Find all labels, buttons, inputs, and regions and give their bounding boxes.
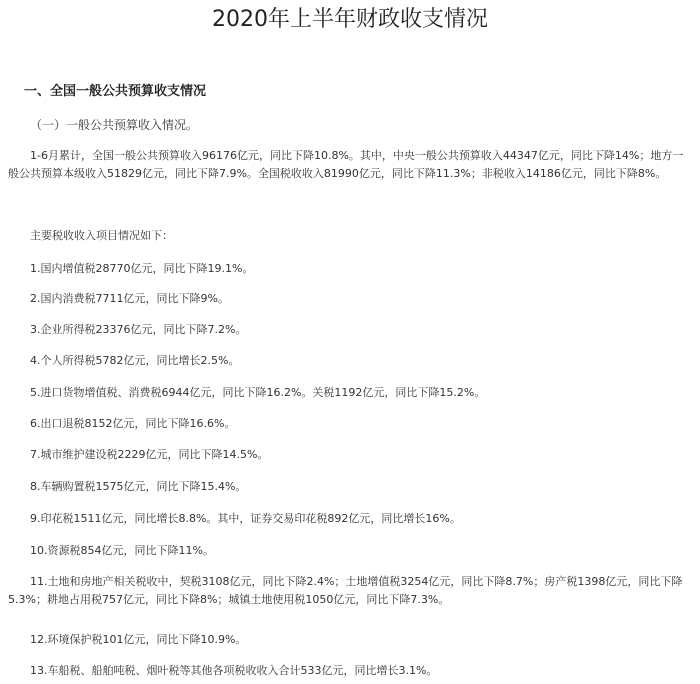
subsection-heading: （一）一般公共预算收入情况。 (30, 118, 199, 132)
article-title: 2020年上半年财政收支情况 (212, 7, 488, 32)
tax-item-corporate-income: 3.企业所得税23376亿元，同比下降7.2%。 (30, 323, 247, 336)
tax-item-environmental: 12.环境保护税101亿元，同比下降10.9%。 (30, 633, 247, 646)
tax-item-land-real-estate: 11.土地和房地产相关税收中，契税3108亿元，同比下降2.4%；土地增值税3254亿元，同比下降8.7%；房产税1398亿元，同比下降5.3%；耕地占用税757亿元，同比下降8%；城镇土地使用税1050亿元，同比下降7.3%。 (8, 575, 683, 606)
tax-item-domestic-consumption: 2.国内消费税7711亿元，同比下降9%。 (30, 292, 229, 305)
tax-item-vehicle-purchase: 8.车辆购置税1575亿元，同比下降15.4%。 (30, 480, 247, 493)
tax-item-urban-maintenance: 7.城市维护建设税2229亿元，同比下降14.5%。 (30, 448, 269, 461)
tax-items-intro: 主要税收收入项目情况如下： (30, 229, 173, 242)
summary-paragraph: 1-6月累计，全国一般公共预算收入96176亿元，同比下降10.8%。其中，中央一般公共预算收入44347亿元，同比下降14%；地方一般公共预算本级收入51829亿元，同比下降7.9%。全国税收收入81990亿元，同比下降11.3%；非税收入14186亿元，同比下降8%。 (8, 149, 684, 180)
tax-item-export-rebate: 6.出口退税8152亿元，同比下降16.6%。 (30, 417, 236, 430)
tax-item-personal-income: 4.个人所得税5782亿元，同比增长2.5%。 (30, 354, 240, 367)
tax-item-other: 13.车船税、船舶吨税、烟叶税等其他各项税收收入合计533亿元，同比增长3.1%。 (30, 664, 438, 677)
tax-item-stamp-duty: 9.印花税1511亿元，同比增长8.8%。其中，证券交易印花税892亿元，同比增长16%。 (30, 512, 461, 525)
tax-item-domestic-vat: 1.国内增值税28770亿元，同比下降19.1%。 (30, 262, 254, 275)
tax-item-resource: 10.资源税854亿元，同比下降11%。 (30, 544, 214, 557)
tax-item-import-vat-customs: 5.进口货物增值税、消费税6944亿元，同比下降16.2%。关税1192亿元，同比下降15.2%。 (30, 386, 486, 399)
section-heading: 一、全国一般公共预算收支情况 (24, 84, 207, 99)
